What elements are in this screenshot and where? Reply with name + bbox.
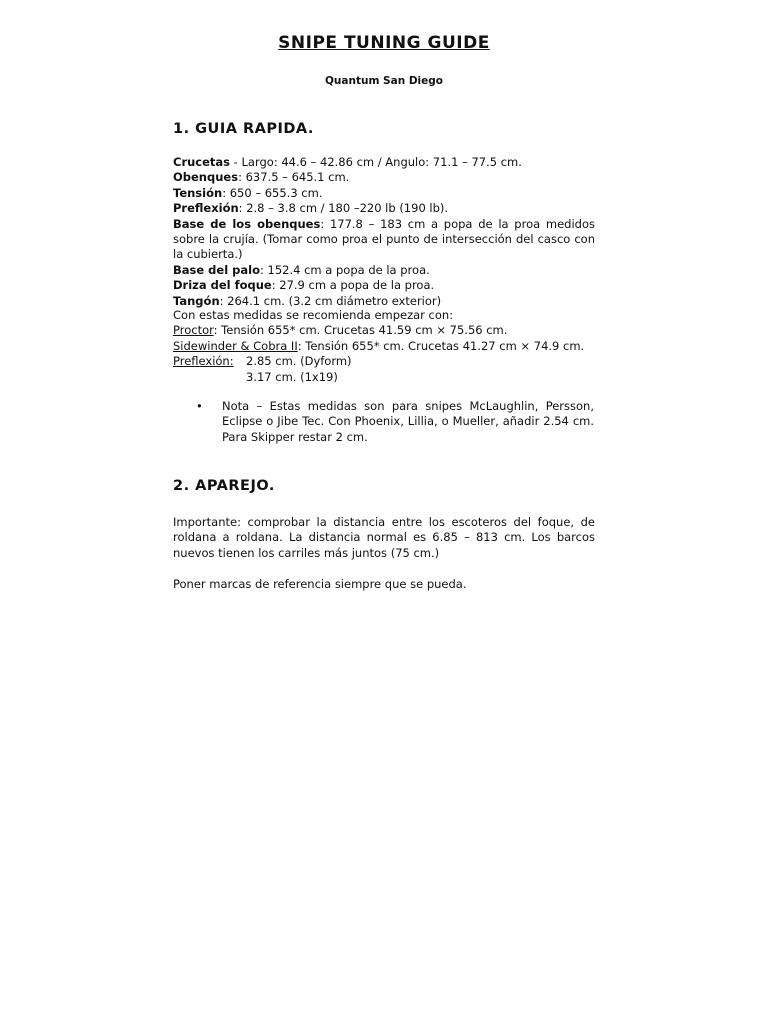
recommend-proctor [173, 323, 595, 338]
spec-label: Obenques [173, 170, 239, 185]
spec-label: Base del palo [173, 262, 260, 277]
spec-value: 637.5 – 645.1 cm. [245, 170, 350, 185]
spec-value: 264.1 cm. (3.2 cm diámetro exterior) [227, 293, 442, 308]
spec-label: Tensión [173, 185, 223, 200]
spec-preflexion: Preflexión: 2.8 – 3.8 cm / 180 –220 lb (190 lb). [173, 201, 449, 216]
spec-label: Preflexión [173, 201, 239, 216]
spec-value: 27.9 cm a popa de la proa. [279, 278, 435, 293]
document-title: SNIPE TUNING GUIDE [278, 33, 490, 53]
spec-value: 152.4 cm a popa de la proa. [267, 262, 430, 277]
spec-value: 650 – 655.3 cm. [229, 185, 323, 200]
aparejo-paragraph-2: Poner marcas de referencia siempre que se pueda. [173, 577, 467, 591]
section-heading-guia-rapida: 1. GUIA RAPIDA. [173, 121, 314, 137]
document-subtitle: Quantum San Diego [325, 75, 443, 87]
specs-list [173, 155, 595, 309]
spec-label: Driza del foque [173, 278, 272, 293]
preflex-row [173, 354, 595, 369]
recommend-sidewinder [173, 339, 595, 354]
preflex-value: 3.17 cm. (1x19) [246, 369, 338, 384]
spec-obenques: Obenques: 637.5 – 645.1 cm. [173, 170, 350, 185]
spec-tangon: Tangón: 264.1 cm. (3.2 cm diámetro exterior) [173, 293, 442, 308]
recommend-value: : Tensión 655* cm. Crucetas 41.27 cm × 74.9 cm. [297, 338, 585, 353]
recommend-label: Proctor [173, 323, 214, 338]
spec-tension: Tensión: 650 – 655.3 cm. [173, 185, 323, 200]
spec-label: Base de los obenques [173, 216, 321, 231]
spec-label: Crucetas [173, 155, 231, 169]
recommend-value: : Tensión 655* cm. Crucetas 41.59 cm × 75.56 cm. [213, 323, 508, 338]
recommend-intro: Con estas medidas se recomienda empezar con: [173, 308, 454, 322]
note-text: Nota – Estas medidas son para snipes McLaughlin, Persson, Eclipse o Jibe Tec. Con Phoenix, Lillia, o Mueller, añadir 2.54 cm. Para Skipper restar 2 cm. [222, 399, 594, 444]
preflex-label: Preflexión: [173, 354, 234, 369]
spec-crucetas: Crucetas - Largo: 44.6 – 42.86 cm / Angulo: 71.1 – 77.5 cm. [173, 155, 522, 169]
spec-base-palo: Base del palo: 152.4 cm a popa de la proa. [173, 262, 430, 277]
aparejo-paragraph-1: Importante: comprobar la distancia entre los escoteros del foque, de roldana a roldana. La distancia normal es 6.85 – 813 cm. Los barcos nuevos tienen los carriles más juntos (75 cm.) [173, 515, 595, 560]
spec-base-obenques: Base de los obenques: 177.8 – 183 cm a popa de la proa medidos sobre la crujía. (Tomar como proa el punto de intersección del casco con la cubierta.) [173, 216, 595, 262]
preflex-value: 2.85 cm. (Dyform) [246, 354, 352, 369]
section-heading-aparejo: 2. APAREJO. [173, 478, 275, 494]
spec-value: 2.8 – 3.8 cm / 180 –220 lb (190 lb). [246, 201, 449, 216]
recommendations [173, 308, 595, 385]
recommend-label: Sidewinder & Cobra II [173, 338, 298, 353]
spec-value: 177.8 – 183 cm a popa de la proa medidos sobre la crujía. (Tomar como proa el punto de intersección del casco con la cubierta.) [173, 216, 595, 262]
spec-value: Largo: 44.6 – 42.86 cm / Angulo: 71.1 – 77.5 cm. [241, 155, 522, 169]
bullet-icon: • [196, 399, 203, 413]
spec-driza-foque: Driza del foque: 27.9 cm a popa de la proa. [173, 278, 435, 293]
preflex-row-2 [173, 370, 595, 385]
spec-label: Tangón [173, 293, 220, 308]
